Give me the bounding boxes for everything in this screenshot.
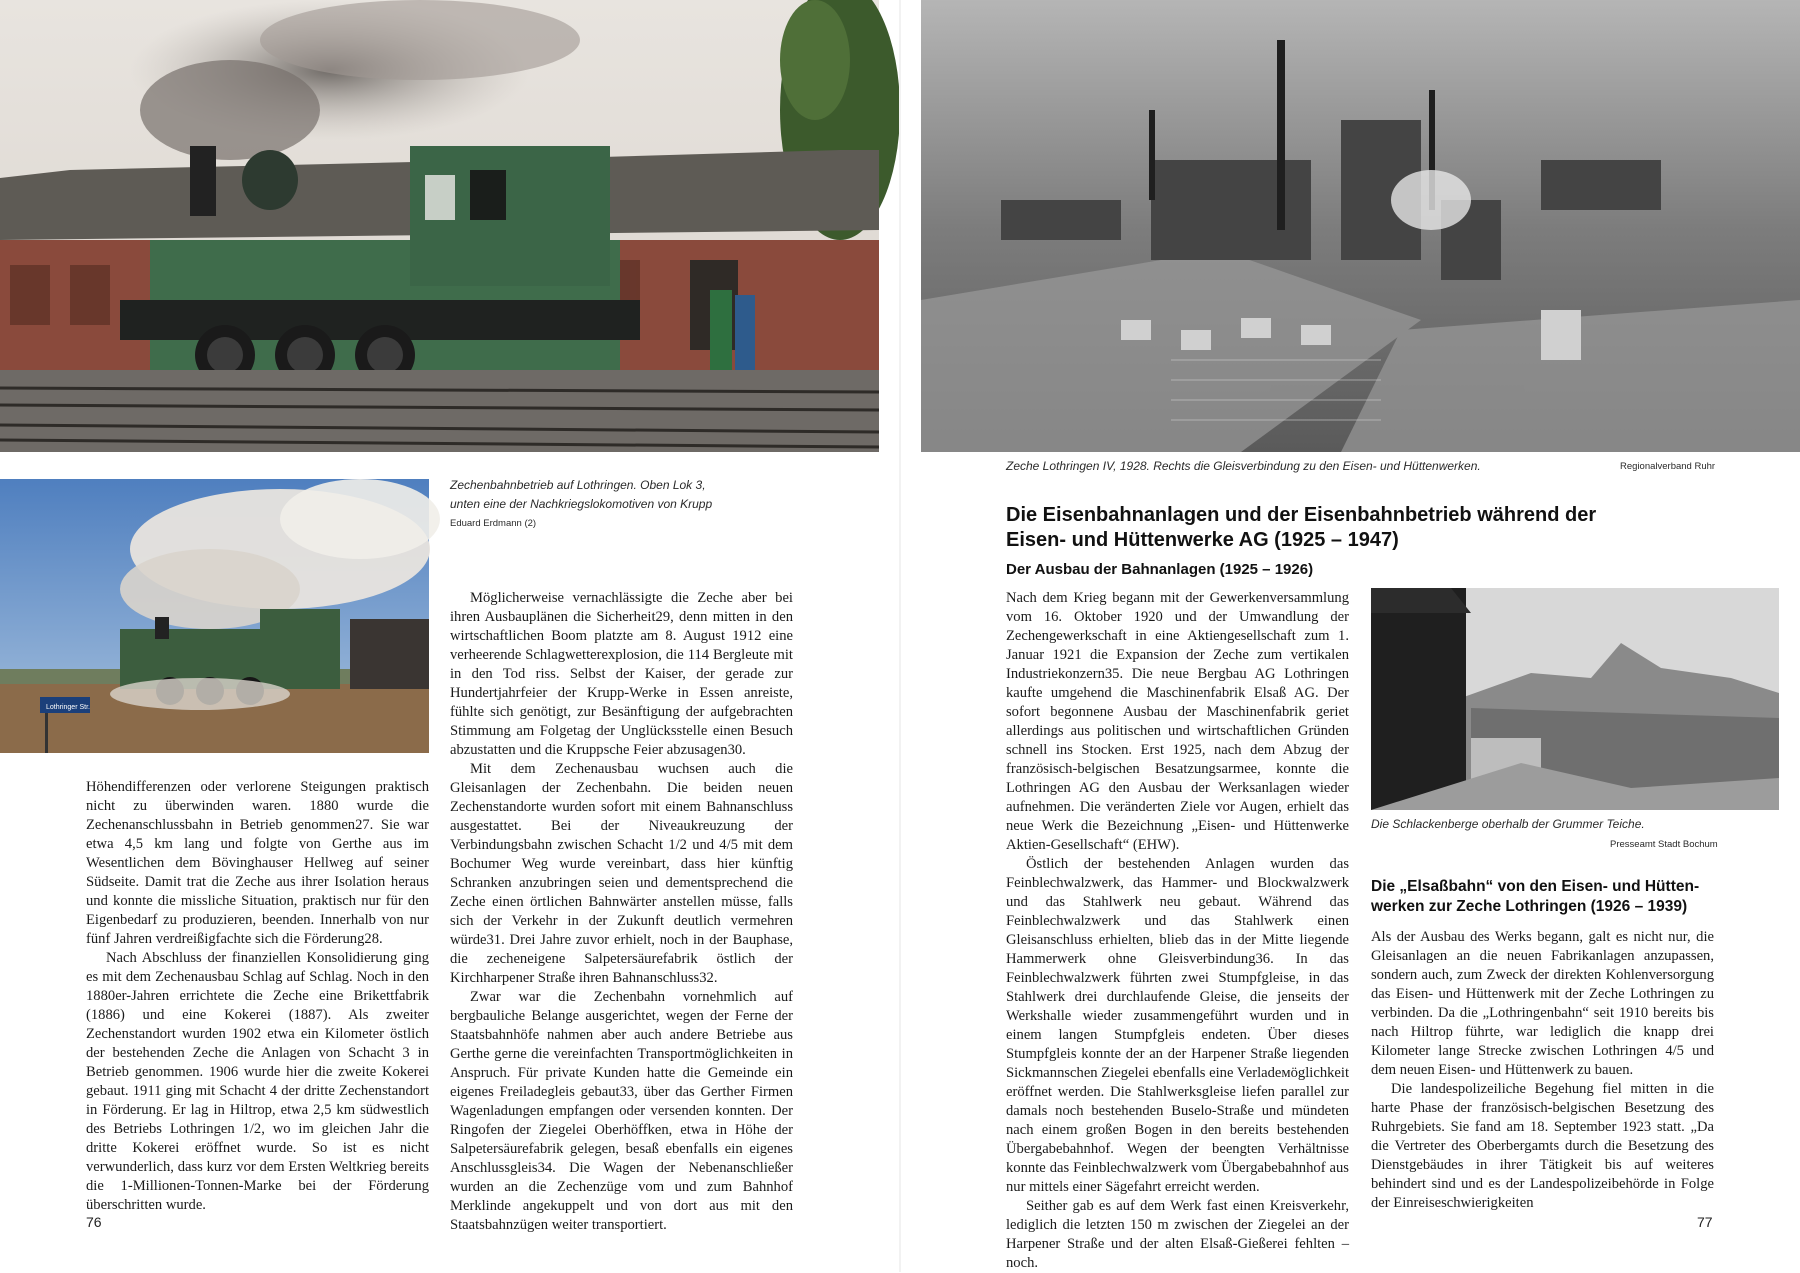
left-caption-line1: Zechenbahnbetrieb auf Lothringen. Oben Lok 3, — [450, 478, 706, 492]
section-heading-2-line2: werken zur Zeche Lothringen (1926 – 1939) — [1371, 898, 1688, 915]
page-number-right: 77 — [1697, 1214, 1713, 1230]
inset-credit: Presseamt Stadt Bochum — [1610, 839, 1718, 850]
paragraph: Die landespolizeiliche Begehung fiel mitten in die harte Phase der französisch-belgischen Besetzung des Ruhrgebiets. Sie fand am 18. September 1923 statt. „Da die Vertreter des Oberbergamts durch die Besetzung des Dienstgebäudes in ihrer Tätigkeit bis auf weiteres behindert sind und es der Landespolizeibehörde in Folge der Einreiseschwierigkeiten — [1371, 1081, 1714, 1211]
left-page-column-1 — [86, 778, 429, 1215]
chapter-heading-line2: Eisen- und Hüttenwerke AG (1925 – 1947) — [1006, 529, 1399, 551]
chapter-heading-line1: Die Eisenbahnanlagen und der Eisenbahnbetrieb während der — [1006, 504, 1597, 526]
paragraph: Nach Abschluss der finanziellen Konsolidierung ging es mit dem Zechenausbau Schlag auf Schlag. Noch in den 1880er-Jahren errichtete die Zeche eine Brikettfabrik (1886) und eine Kokerei (1887). Als zweiter Zechenstandort wurden 1902 etwa ein Kilometer östlich der bestehenden Zeche die Anlagen von Schacht 3 in Betrieb genommen. 1906 wurde hier die zweite Kokerei gebaut. 1911 ging mit Schacht 4 der dritte Zechenstandort in Förderung. Er lag in Hiltrop, etwa 2,5 km südwestlich des Betriebs Lothringen 1/2, wo im gleichen Jahr die dritte Kokerei eröffnet wurde. So ist es nicht verwunderlich, dass kurz vor dem Ersten Weltkrieg bereits die 1-Millionen-Tonnen-Marke bei der Förderung überschritten wurde. — [86, 950, 429, 1213]
right-page-column-2 — [1371, 928, 1714, 1211]
page-number-left: 76 — [86, 1214, 102, 1230]
paragraph: Nach dem Krieg begann mit der Gewerkenversammlung vom 16. Oktober 1920 und der Umwandlung der Zechengewerkschaft in eine Aktiengesellschaft zum 1. Januar 1921 die Expansion der Zeche zum vertikalen Industriekonzern35. Die neue Bergbau AG Lothringen kaufte umgehend die Maschinenfabrik Elsaß AG. Der sofort begonnene Ausbau der Maschinenfabrik geriet allerdings aus politischen und wirtschaftlichen Gründen schnell ins Stocken. Erst 1925, nach dem Abzug der französisch-belgischen Besatzungsarmee, konnte die Lothringen AG den Ausbau der Werksanlagen wieder aufnehmen. Die veränderten Ziele vor Augen, erhielt das neue Werk die Bezeichnung „Eisen- und Hüttenwerke Aktien-Gesellschaft“ (EHW). — [1006, 590, 1349, 853]
left-caption-line2: unten eine der Nachkriegslokomotiven von Krupp — [450, 497, 713, 511]
paragraph: Zwar war die Zechenbahn vornehmlich auf bergbauliche Belange ausgerichtet, wegen der Ferne der Staatsbahnhöfe nahmen aber auch andere Betriebe aus Gerthe gerne die vereinfachten Transportmöglichkeiten in Anspruch. Für private Kunden hatte die Gemeinde ein eigenes Freiladegleis gebaut33, über das Gerther Firmen Wagenladungen empfangen oder versenden konnten. Der Ringofen der Ziegelei Oberhöffken, etwa in Höhe der Salpetersäurefabrik gelegen, besaß ebenfalls ein eigenes Anschlussgleis34. Die Wagen der Nebenanschließer wurden an die Zechenzüge vom und zum Bahnhof Merklinde angekuppelt und von dort aus mit den Staatsbahnzügen weiter transportiert. — [450, 989, 793, 1233]
left-caption — [450, 476, 750, 514]
krupp-locomotive-photo — [0, 479, 429, 753]
inset-caption: Die Schlackenberge oberhalb der Grummer Teiche. — [1371, 817, 1645, 831]
right-top-caption: Zeche Lothringen IV, 1928. Rechts die Gleisverbindung zu den Eisen- und Hüttenwerken. — [1006, 459, 1481, 473]
section-heading-2 — [1371, 877, 1779, 917]
left-page-column-2 — [450, 589, 793, 1235]
locomotive-shed-photo — [0, 0, 879, 452]
paragraph: Möglicherweise vernachlässigte die Zeche aber bei ihren Ausbauplänen die Sicherheit29, denn mitten in den wirtschaftlichen Boom platzte am 8. August 1912 eine verheerende Schlagwetterexplosion, die 114 Bergleute mit in den Tod riss. Selbst der Kaiser, der gerade zur Hundertjahrfeier der Krupp-Werke in Essen anreiste, fühlte sich genötigt, zur Besänftigung der aufgebrachten Stimmung am Folgetag der Unglücksstelle einen Besuch abzustatten und die Kruppsche Feier abzusagen30. — [450, 590, 793, 758]
aerial-coal-mine-photo — [921, 0, 1800, 452]
left-caption-credit: Eduard Erdmann (2) — [450, 518, 537, 529]
book-gutter — [899, 0, 901, 1272]
street-sign-text: Lothringer Str. — [46, 704, 90, 711]
paragraph: Östlich der bestehenden Anlagen wurden das Feinblechwalzwerk, das Hammer- und Blockwalzwerk und das Stahlwerk neu gebaut. Während das Feinblechwalzwerk und das Stahlwerk einen Gleisanschluss erhielten, blieb das in der Mitte liegende Hammerwerk ohne Gleisverbindung36. In das Feinblechwalzwerk führten zwei Stumpfgleise, in das Stahlwerk drei durchlaufende Gleise, die jenseits der Werkshalle wieder zusammengeführt wurden und in einem langen Stumpfgleis endeten. Über dieses Stumpfgleis konnte der an der Harpener Straße liegenden Sickmannschen Ziegelei ebenfalls eine Verladeмöglichkeit eröffnet werden. Die Stahlwerksgleise liefen parallel zur damals noch bestehenden Buselo-Straße und mündeten nach einem großen Bogen in den bereits bestehenden Übergabebahnhof. Wegen der beengten Verhältnisse konnte das Feinblechwalzwerk vom Übergabebahnhof aus nur mittels einer Sägefahrt erreicht werden. — [1006, 856, 1349, 1195]
right-page-column-1 — [1006, 589, 1349, 1273]
paragraph: Seither gab es auf dem Werk fast einen Kreisverkehr, lediglich die letzten 150 m zwischen der Ziegelei an der Harpener Straße und der alten Elsaß-Gießerei fehlten – noch. — [1006, 1198, 1349, 1271]
paragraph: Höhendifferenzen oder verlorene Steigungen praktisch nicht zu überwinden waren. 1880 wurde die Zechenanschlussbahn in Betrieb genommen27. Sie war etwa 4,5 km lang und folgte von Gerthe aus im Wesentlichen dem Bövinghauser Hellweg auf seiner Südseite. Damit trat die Zeche aus ihrer Isolation heraus und konnte die missliche Situation, praktisch nur für den Eigenbedarf zu produzieren, beenden. Innerhalb von nur fünf Jahren verdreißigfachte sich die Förderung28. — [86, 779, 429, 947]
section-heading-2-line1: Die „Elsaßbahn“ von den Eisen- und Hütten- — [1371, 878, 1700, 895]
chapter-heading — [1006, 503, 1706, 553]
section-heading-1: Der Ausbau der Bahnanlagen (1925 – 1926) — [1006, 561, 1314, 578]
paragraph: Mit dem Zechenausbau wuchsen auch die Gleisanlagen der Zechenbahn. Die beiden neuen Zechenstandorte wurden sofort mit einem Bahnanschluss ausgestattet. Bei der Niveaukreuzung der Verbindungsbahn zwischen Schacht 1/2 und 4/5 mit dem Bochumer Weg wurde vereinbart, dass hier künftig Schranken anzubringen seien und dementsprechend die Zeche einen örtlichen Bahnwärter anstellen müsse, falls sich der Verkehr in der Zukunft deutlich vermehren würde31. Drei Jahre zuvor erhielt, noch in der Bauphase, die zecheneigene Salpetersäurefabrik östlich der Kirchharpener Straße ihren Bahnanschluss32. — [450, 761, 793, 986]
right-top-credit: Regionalverband Ruhr — [1620, 461, 1716, 472]
slag-heaps-photo — [1371, 588, 1779, 810]
paragraph: Als der Ausbau des Werks begann, galt es nicht nur, die Gleisanlagen an die neuen Fabrikanlagen anzupassen, sondern auch, zum Zweck der direkten Kohlenversorgung das Eisen- und Hüttenwerk mit der Zeche Lothringen zu verbinden. Da die „Lothringenbahn“ seit 1910 bereits bis nach Hiltrop führte, war lediglich die knapp drei Kilometer lange Strecke zwischen Lothringen 4/5 und dem neuen Eisen- und Hüttenwerk zu bauen. — [1371, 929, 1714, 1078]
